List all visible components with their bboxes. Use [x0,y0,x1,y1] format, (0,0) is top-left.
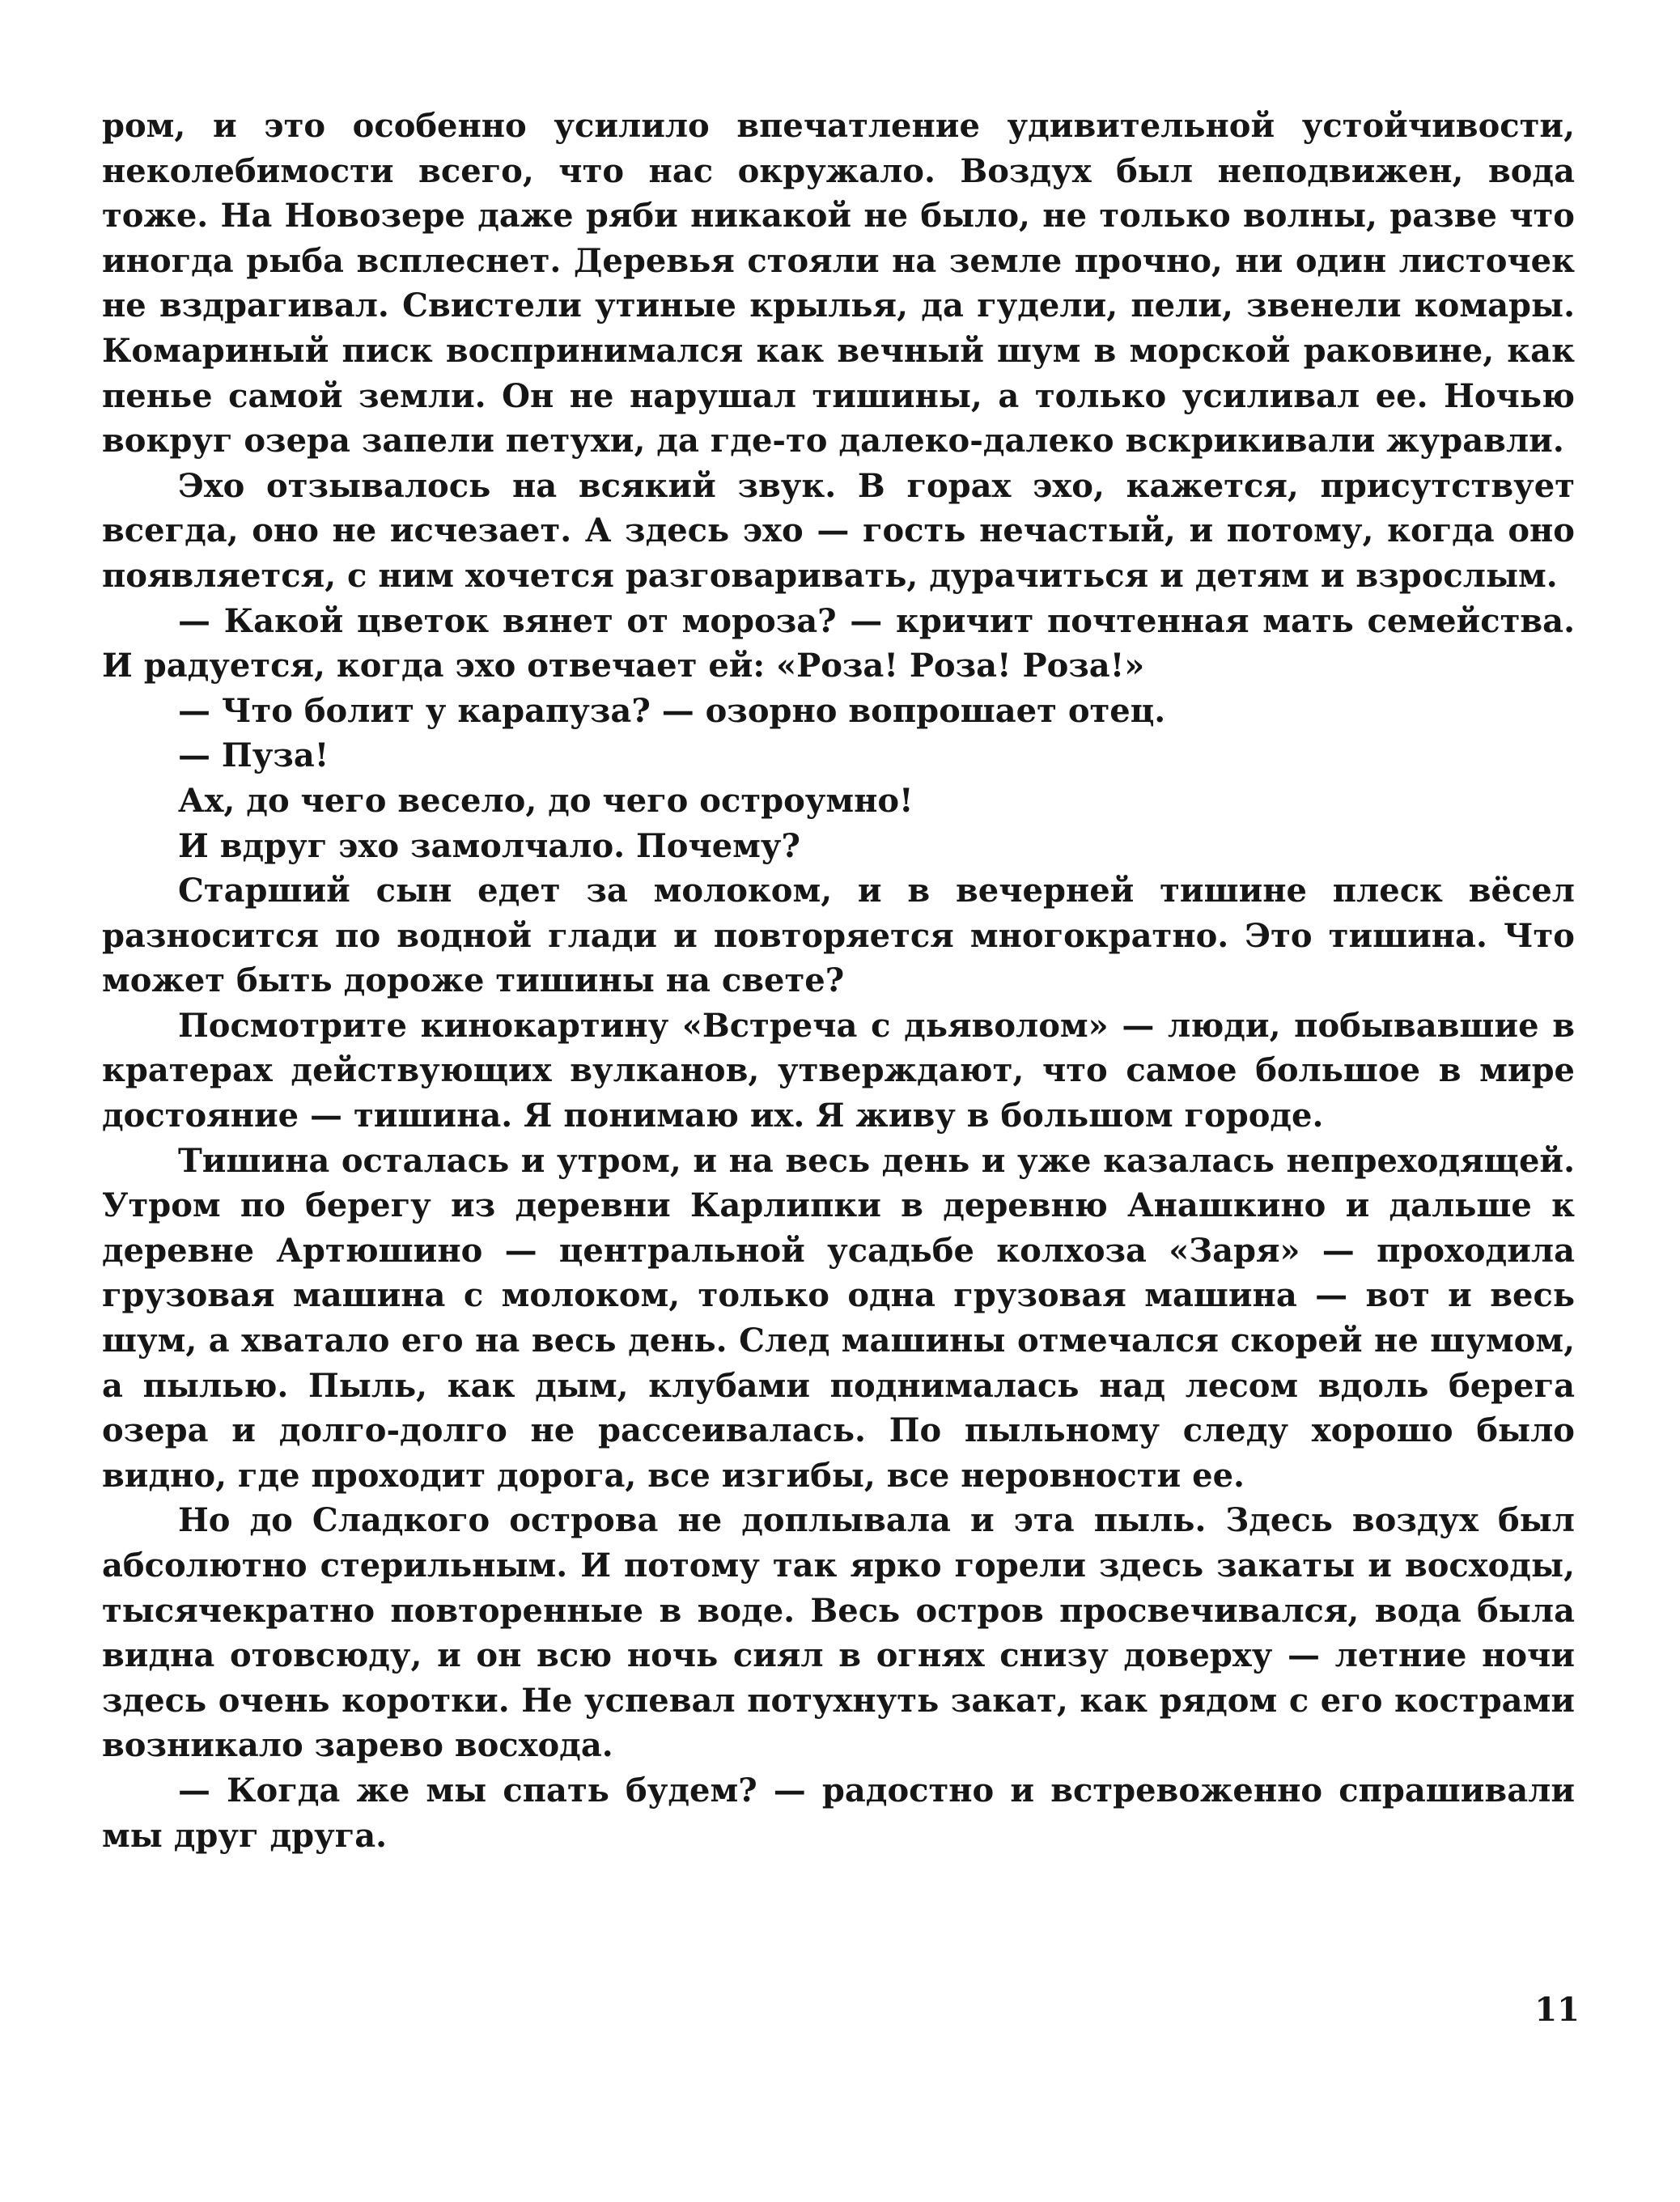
paragraph-dialogue-puza: — Пуза! [178,736,329,775]
paragraph-sleep: — Когда же мы спать будем? — радостно и встревоженно спрашивали мы друг друга. [102,1771,1575,1855]
paragraph-dialogue-rose: — Какой цветок вянет от мороза? — кричит почтенная мать семейства. И радуется, когда эхо отвечает ей: «Роза! Роза! Роза!» [102,601,1575,685]
paragraph-island: Но до Сладкого острова не доплывала и эта пыль. Здесь воздух был абсолютно стерильным. И потому так ярко горели здесь закаты и восходы, тысячекратно повторенные в воде. Весь остров просвечивался, вода была видна отовсюду, и он всю ночь сиял в огнях снизу доверху — летние ночи здесь очень коротки. Не успевал потухнуть закат, как рядом с его кострами возникало зарево восхода. [102,1501,1575,1765]
page-number: 11 [1534,1991,1580,2029]
paragraph-truck: Тишина осталась и утром, и на весь день и уже казалась непреходящей. Утром по берегу из деревни Карлипки в деревню Анашкино и дальше к деревне Артюшино — центральной усадьбе колхоза «Заря» — проходила грузовая машина с молоком, только одна грузовая машина — вот и весь шум, а хватало его на весь день. След машины отмечался скорей не шумом, а пылью. Пыль, как дым, клубами поднималась над лесом вдоль берега озера и долго-долго не рассеивалась. По пыльному следу хорошо было видно, где проходит дорога, все изгибы, все неровности ее. [102,1141,1575,1495]
paragraph-continuation: ром, и это особенно усилило впечатление удивительной устойчивости, неколебимости всего, что нас окружало. Воздух был неподвижен, вода тоже. На Новозере даже ряби никакой не было, не только волны, разве что иногда рыба всплеснет. Деревья стояли на земле прочно, ни один листочек не вздрагивал. Свистели утиные крылья, да гудели, пели, звенели комары. Комариный писк воспринимался как вечный шум в морской раковине, как пенье самой земли. Он не нарушал тишины, а только усиливал ее. Ночью вокруг озера запели петухи, да где-то далеко-далеко вскрикивали журавли. [102,107,1575,460]
paragraph-film: Посмотрите кинокартину «Встреча с дьяволом» — люди, побывавшие в кратерах действующих вулканов, утверждают, что самое большое в мире достояние — тишина. Я понимаю их. Я живу в большом городе. [102,1006,1575,1135]
paragraph-dialogue-father: — Что болит у карапуза? — озорно вопрошает отец. [178,691,1166,730]
paragraph-eldest-son: Старший сын едет за молоком, и в вечерней тишине плеск вёсел разносится по водной глади и повторяется многократно. Это тишина. Что может быть дороже тишины на свете? [102,872,1575,1000]
paragraph-echo: Эхо отзывалось на всякий звук. В горах эхо, кажется, присутствует всегда, оно не исчезает. А здесь эхо — гость нечастый, и потому, когда оно появляется, с ним хочется разговаривать, дурачиться и детям и взрослым. [102,466,1575,595]
paragraph-silent: И вдруг эхо замолчало. Почему? [178,826,800,865]
body-text [102,104,1575,1858]
paragraph-merry: Ах, до чего весело, до чего остроумно! [178,781,914,820]
